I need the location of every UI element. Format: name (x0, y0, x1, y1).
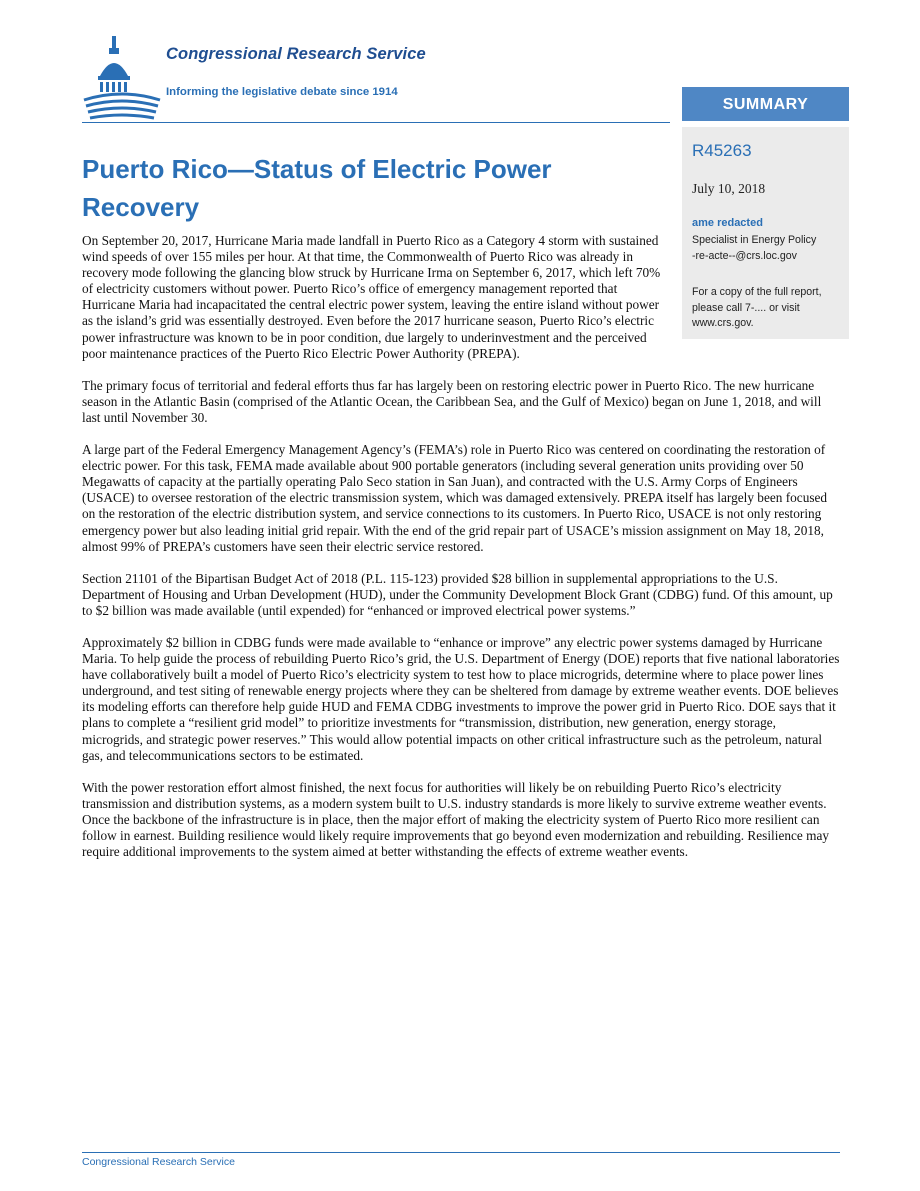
footer-divider (82, 1152, 840, 1153)
footer-text: Congressional Research Service (82, 1156, 235, 1168)
summary-label: SUMMARY (682, 87, 849, 121)
sidebar-spacer (667, 233, 840, 343)
org-name: Congressional Research Service (166, 45, 426, 63)
paragraph: Section 21101 of the Bipartisan Budget Act of 2018 (P.L. 115-123) provided $28 billion in supplemental appropriations to the U.S. Department of Housing and Urban Development (HUD), under the Community Development Block Grant (CDBG) fund. Of this amount, up to $2 billion was made available (until expended) for “enhanced or improved electrical power systems.” (82, 570, 833, 618)
report-date: July 10, 2018 (692, 181, 766, 196)
report-number: R45263 (692, 141, 752, 160)
paragraph: With the power restoration effort almost finished, the next focus for authorities will likely be on rebuilding Puerto Rico’s electricity transmission and distribution systems, as a modern system built to U.S. industry standards is more likely to survive extreme weather events. Once the backbone of the infrastructure is in place, then the major effort of making the electricity system of Puerto Rico more resilient can follow in earnest. Building resilience would likely require improvements that go beyond even modernization and rebuilding. Resilience may require additional improvements to the system aimed at better withstanding the effects of extreme weather events. (82, 779, 830, 860)
paragraph: Approximately $2 billion in CDBG funds were made available to “enhance or improve” any electric power systems damaged by Hurricane Maria. To help guide the process of rebuilding Puerto Rico’s grid, the U.S. Department of Energy (DOE) reports that five national laboratories have collaboratively built a model of Puerto Rico’s electricity system to test how to place microgrids, determine where to place power lines underground, and test siting of renewable energy projects where they can be sheltered from damage by extreme weather events. DOE believes its modeling efforts can therefore help guide HUD and FEMA CDBG investments to improve the power grid in Puerto Rico. DOE says that it plans to complete a “resilient grid model” to prioritize investments for “transmission, distribution, new generation, energy storage, microgrids, and strategic power reserves.” This would allow potential impacts on other critical infrastructure such as the petroleum, natural gas, and telecommunications sectors to be estimated. (82, 634, 840, 763)
capitol-dome-icon (82, 36, 162, 122)
copy-note: For a copy of the full report, please call 7-.... or visit www.crs.gov. (692, 286, 822, 329)
paragraph: On September 20, 2017, Hurricane Maria made landfall in Puerto Rico as a Category 4 storm with sustained wind speeds of over 155 miles per hour. At that time, the Commonwealth of Puerto Rico was already in recovery mode following the glancing blow struck by Hurricane Irma on September 6, 2017, which left 70% of electricity customers without power. Puerto Rico’s office of emergency management reported that Hurricane Maria had incapacitated the central electric power system, leaving the entire island without power as the island’s grid was essentially destroyed. Even before the 2017 hurricane season, Puerto Rico’s electric power infrastructure was known to be in poor condition, due largely to underinvestment and the perceived poor maintenance practices of the Puerto Rico Electric Power Authority (PREPA). (82, 233, 661, 361)
author-title: Specialist in Energy Policy (692, 234, 817, 246)
author-email-link[interactable]: -re-acte--@crs.loc.gov (692, 250, 797, 262)
summary-body (82, 233, 840, 876)
header-divider (82, 122, 670, 123)
page-title: Puerto Rico—Status of Electric Power Recovery (82, 154, 552, 222)
org-tagline: Informing the legislative debate since 1914 (166, 86, 398, 98)
author-name: ame redacted (692, 217, 763, 229)
paragraph: A large part of the Federal Emergency Management Agency’s (FEMA’s) role in Puerto Rico was centered on coordinating the restoration of electric power. For this task, FEMA made available about 900 portable generators (including several generation units providing over 50 Megawatts of capacity at the partially operating Palo Seco station in San Juan), and contracted with the U.S. Army Corps of Engineers (USACE) to oversee restoration of the electric transmission system, which was damaged extensively. PREPA itself has largely been focused on the restoration of the electric distribution system, and service connections to its customers. In Puerto Rico, USACE is not only restoring emergency power but also leading initial grid repair. With the end of the grid repair part of USACE’s mission assignment on May 18, 2018, almost 99% of PREPA’s customers have seen their electric service restored. (82, 442, 828, 554)
paragraph: The primary focus of territorial and federal efforts thus far has largely been on restoring electric power in Puerto Rico. The new hurricane season in the Atlantic Basin (comprised of the Atlantic Ocean, the Caribbean Sea, and the Gulf of Mexico) began on June 1, 2018, and will last until November 30. (82, 377, 822, 425)
